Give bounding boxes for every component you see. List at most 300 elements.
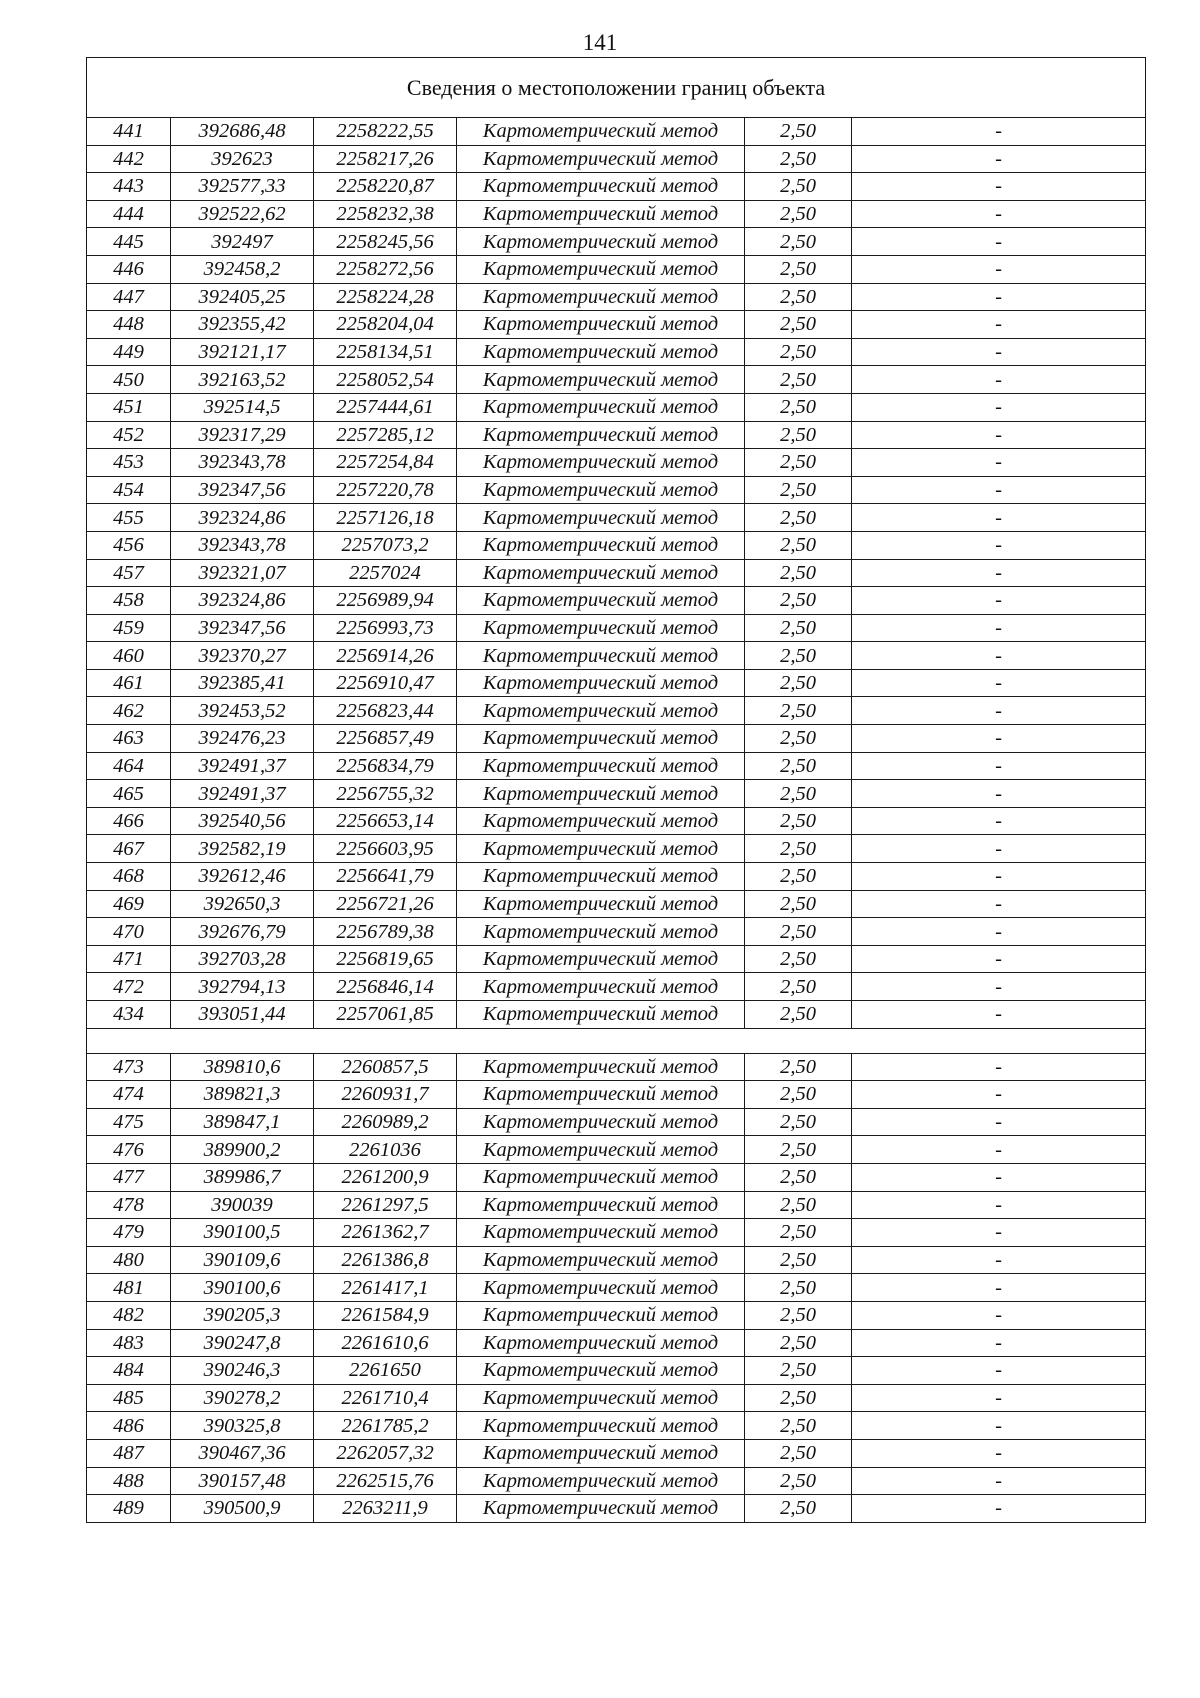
table-row xyxy=(87,1219,1146,1247)
table-row xyxy=(87,1191,1146,1219)
table-row xyxy=(87,173,1146,201)
method-cell: Картометрический метод xyxy=(457,1136,745,1164)
x-coordinate-cell: 392703,28 xyxy=(171,945,314,973)
table-caption-row xyxy=(87,58,1146,118)
y-coordinate-cell: 2261362,7 xyxy=(314,1219,457,1247)
precision-cell: 2,50 xyxy=(745,1001,852,1029)
precision-cell: 2,50 xyxy=(745,200,852,228)
point-number-cell: 444 xyxy=(87,200,171,228)
y-coordinate-cell: 2258217,26 xyxy=(314,145,457,173)
x-coordinate-cell: 392321,07 xyxy=(171,559,314,587)
y-coordinate-cell: 2257024 xyxy=(314,559,457,587)
x-coordinate-cell: 392385,41 xyxy=(171,669,314,697)
x-coordinate-cell: 390467,36 xyxy=(171,1439,314,1467)
method-cell: Картометрический метод xyxy=(457,780,745,808)
point-number-cell: 463 xyxy=(87,725,171,753)
method-cell: Картометрический метод xyxy=(457,118,745,146)
table-row xyxy=(87,1329,1146,1357)
description-cell: - xyxy=(852,338,1146,366)
method-cell: Картометрический метод xyxy=(457,1053,745,1081)
y-coordinate-cell: 2256910,47 xyxy=(314,669,457,697)
precision-cell: 2,50 xyxy=(745,1439,852,1467)
precision-cell: 2,50 xyxy=(745,1246,852,1274)
y-coordinate-cell: 2258232,38 xyxy=(314,200,457,228)
precision-cell: 2,50 xyxy=(745,1136,852,1164)
precision-cell: 2,50 xyxy=(745,642,852,670)
precision-cell: 2,50 xyxy=(745,945,852,973)
y-coordinate-cell: 2261584,9 xyxy=(314,1301,457,1329)
point-number-cell: 462 xyxy=(87,697,171,725)
x-coordinate-cell: 389986,7 xyxy=(171,1163,314,1191)
description-cell: - xyxy=(852,752,1146,780)
precision-cell: 2,50 xyxy=(745,863,852,891)
table-row xyxy=(87,669,1146,697)
description-cell: - xyxy=(852,807,1146,835)
y-coordinate-cell: 2258272,56 xyxy=(314,255,457,283)
description-cell: - xyxy=(852,780,1146,808)
table-row xyxy=(87,1081,1146,1109)
point-number-cell: 448 xyxy=(87,311,171,339)
x-coordinate-cell: 390100,5 xyxy=(171,1219,314,1247)
boundary-coordinates-table xyxy=(86,57,1146,1523)
table-row xyxy=(87,393,1146,421)
table-row xyxy=(87,1246,1146,1274)
point-number-cell: 456 xyxy=(87,531,171,559)
description-cell: - xyxy=(852,1163,1146,1191)
method-cell: Картометрический метод xyxy=(457,752,745,780)
method-cell: Картометрический метод xyxy=(457,669,745,697)
point-number-cell: 451 xyxy=(87,393,171,421)
point-number-cell: 472 xyxy=(87,973,171,1001)
x-coordinate-cell: 392163,52 xyxy=(171,366,314,394)
y-coordinate-cell: 2261785,2 xyxy=(314,1412,457,1440)
precision-cell: 2,50 xyxy=(745,725,852,753)
y-coordinate-cell: 2263211,9 xyxy=(314,1495,457,1523)
method-cell: Картометрический метод xyxy=(457,559,745,587)
method-cell: Картометрический метод xyxy=(457,531,745,559)
x-coordinate-cell: 392121,17 xyxy=(171,338,314,366)
precision-cell: 2,50 xyxy=(745,393,852,421)
method-cell: Картометрический метод xyxy=(457,311,745,339)
description-cell: - xyxy=(852,1357,1146,1385)
point-number-cell: 442 xyxy=(87,145,171,173)
x-coordinate-cell: 390109,6 xyxy=(171,1246,314,1274)
x-coordinate-cell: 392686,48 xyxy=(171,118,314,146)
y-coordinate-cell: 2257285,12 xyxy=(314,421,457,449)
description-cell: - xyxy=(852,311,1146,339)
description-cell: - xyxy=(852,863,1146,891)
y-coordinate-cell: 2256721,26 xyxy=(314,890,457,918)
method-cell: Картометрический метод xyxy=(457,173,745,201)
y-coordinate-cell: 2257254,84 xyxy=(314,449,457,477)
y-coordinate-cell: 2258224,28 xyxy=(314,283,457,311)
method-cell: Картометрический метод xyxy=(457,145,745,173)
description-cell: - xyxy=(852,835,1146,863)
description-cell: - xyxy=(852,1412,1146,1440)
precision-cell: 2,50 xyxy=(745,118,852,146)
method-cell: Картометрический метод xyxy=(457,1191,745,1219)
y-coordinate-cell: 2258204,04 xyxy=(314,311,457,339)
method-cell: Картометрический метод xyxy=(457,1081,745,1109)
method-cell: Картометрический метод xyxy=(457,255,745,283)
description-cell: - xyxy=(852,559,1146,587)
table-row xyxy=(87,752,1146,780)
description-cell: - xyxy=(852,1467,1146,1495)
table-row xyxy=(87,531,1146,559)
description-cell: - xyxy=(852,918,1146,946)
table-row xyxy=(87,587,1146,615)
table-row xyxy=(87,1495,1146,1523)
x-coordinate-cell: 390246,3 xyxy=(171,1357,314,1385)
table-row xyxy=(87,1163,1146,1191)
point-number-cell: 480 xyxy=(87,1246,171,1274)
method-cell: Картометрический метод xyxy=(457,835,745,863)
y-coordinate-cell: 2258134,51 xyxy=(314,338,457,366)
method-cell: Картометрический метод xyxy=(457,1001,745,1029)
point-number-cell: 447 xyxy=(87,283,171,311)
point-number-cell: 482 xyxy=(87,1301,171,1329)
y-coordinate-cell: 2256834,79 xyxy=(314,752,457,780)
point-number-cell: 479 xyxy=(87,1219,171,1247)
x-coordinate-cell: 392491,37 xyxy=(171,780,314,808)
precision-cell: 2,50 xyxy=(745,255,852,283)
method-cell: Картометрический метод xyxy=(457,807,745,835)
y-coordinate-cell: 2257126,18 xyxy=(314,504,457,532)
x-coordinate-cell: 392540,56 xyxy=(171,807,314,835)
x-coordinate-cell: 392476,23 xyxy=(171,725,314,753)
x-coordinate-cell: 392324,86 xyxy=(171,587,314,615)
precision-cell: 2,50 xyxy=(745,1274,852,1302)
method-cell: Картометрический метод xyxy=(457,1495,745,1523)
point-number-cell: 458 xyxy=(87,587,171,615)
precision-cell: 2,50 xyxy=(745,587,852,615)
point-number-cell: 485 xyxy=(87,1384,171,1412)
description-cell: - xyxy=(852,393,1146,421)
method-cell: Картометрический метод xyxy=(457,421,745,449)
description-cell: - xyxy=(852,1108,1146,1136)
precision-cell: 2,50 xyxy=(745,973,852,1001)
method-cell: Картометрический метод xyxy=(457,1384,745,1412)
y-coordinate-cell: 2260857,5 xyxy=(314,1053,457,1081)
description-cell: - xyxy=(852,283,1146,311)
x-coordinate-cell: 390157,48 xyxy=(171,1467,314,1495)
precision-cell: 2,50 xyxy=(745,173,852,201)
precision-cell: 2,50 xyxy=(745,559,852,587)
point-number-cell: 484 xyxy=(87,1357,171,1385)
x-coordinate-cell: 392343,78 xyxy=(171,449,314,477)
precision-cell: 2,50 xyxy=(745,283,852,311)
method-cell: Картометрический метод xyxy=(457,587,745,615)
y-coordinate-cell: 2258220,87 xyxy=(314,173,457,201)
table-row xyxy=(87,255,1146,283)
x-coordinate-cell: 392343,78 xyxy=(171,531,314,559)
x-coordinate-cell: 392491,37 xyxy=(171,752,314,780)
section-separator-row xyxy=(87,1028,1146,1053)
precision-cell: 2,50 xyxy=(745,421,852,449)
description-cell: - xyxy=(852,697,1146,725)
point-number-cell: 478 xyxy=(87,1191,171,1219)
table-row xyxy=(87,228,1146,256)
table-row xyxy=(87,449,1146,477)
method-cell: Картометрический метод xyxy=(457,393,745,421)
method-cell: Картометрический метод xyxy=(457,1412,745,1440)
method-cell: Картометрический метод xyxy=(457,283,745,311)
description-cell: - xyxy=(852,476,1146,504)
table-row xyxy=(87,1001,1146,1029)
point-number-cell: 475 xyxy=(87,1108,171,1136)
y-coordinate-cell: 2262057,32 xyxy=(314,1439,457,1467)
point-number-cell: 469 xyxy=(87,890,171,918)
description-cell: - xyxy=(852,973,1146,1001)
description-cell: - xyxy=(852,366,1146,394)
point-number-cell: 460 xyxy=(87,642,171,670)
precision-cell: 2,50 xyxy=(745,449,852,477)
table-row xyxy=(87,118,1146,146)
method-cell: Картометрический метод xyxy=(457,449,745,477)
x-coordinate-cell: 390325,8 xyxy=(171,1412,314,1440)
method-cell: Картометрический метод xyxy=(457,1467,745,1495)
point-number-cell: 454 xyxy=(87,476,171,504)
precision-cell: 2,50 xyxy=(745,476,852,504)
point-number-cell: 467 xyxy=(87,835,171,863)
y-coordinate-cell: 2257444,61 xyxy=(314,393,457,421)
point-number-cell: 443 xyxy=(87,173,171,201)
x-coordinate-cell: 390039 xyxy=(171,1191,314,1219)
table-row xyxy=(87,145,1146,173)
point-number-cell: 488 xyxy=(87,1467,171,1495)
description-cell: - xyxy=(852,1329,1146,1357)
point-number-cell: 489 xyxy=(87,1495,171,1523)
y-coordinate-cell: 2256914,26 xyxy=(314,642,457,670)
precision-cell: 2,50 xyxy=(745,780,852,808)
description-cell: - xyxy=(852,1274,1146,1302)
table-row xyxy=(87,476,1146,504)
precision-cell: 2,50 xyxy=(745,1412,852,1440)
method-cell: Картометрический метод xyxy=(457,1301,745,1329)
description-cell: - xyxy=(852,449,1146,477)
y-coordinate-cell: 2260931,7 xyxy=(314,1081,457,1109)
y-coordinate-cell: 2261650 xyxy=(314,1357,457,1385)
method-cell: Картометрический метод xyxy=(457,697,745,725)
x-coordinate-cell: 392347,56 xyxy=(171,476,314,504)
y-coordinate-cell: 2257061,85 xyxy=(314,1001,457,1029)
method-cell: Картометрический метод xyxy=(457,1439,745,1467)
precision-cell: 2,50 xyxy=(745,1219,852,1247)
y-coordinate-cell: 2256989,94 xyxy=(314,587,457,615)
x-coordinate-cell: 392676,79 xyxy=(171,918,314,946)
y-coordinate-cell: 2261610,6 xyxy=(314,1329,457,1357)
x-coordinate-cell: 392347,56 xyxy=(171,614,314,642)
y-coordinate-cell: 2261036 xyxy=(314,1136,457,1164)
description-cell: - xyxy=(852,642,1146,670)
table-row xyxy=(87,1108,1146,1136)
method-cell: Картометрический метод xyxy=(457,1357,745,1385)
y-coordinate-cell: 2256993,73 xyxy=(314,614,457,642)
table-row xyxy=(87,1467,1146,1495)
x-coordinate-cell: 389900,2 xyxy=(171,1136,314,1164)
point-number-cell: 487 xyxy=(87,1439,171,1467)
method-cell: Картометрический метод xyxy=(457,918,745,946)
method-cell: Картометрический метод xyxy=(457,642,745,670)
method-cell: Картометрический метод xyxy=(457,200,745,228)
description-cell: - xyxy=(852,1301,1146,1329)
precision-cell: 2,50 xyxy=(745,1191,852,1219)
description-cell: - xyxy=(852,255,1146,283)
x-coordinate-cell: 392650,3 xyxy=(171,890,314,918)
table-row xyxy=(87,697,1146,725)
x-coordinate-cell: 392522,62 xyxy=(171,200,314,228)
table-row xyxy=(87,890,1146,918)
point-number-cell: 459 xyxy=(87,614,171,642)
y-coordinate-cell: 2256819,65 xyxy=(314,945,457,973)
description-cell: - xyxy=(852,1495,1146,1523)
x-coordinate-cell: 392623 xyxy=(171,145,314,173)
point-number-cell: 449 xyxy=(87,338,171,366)
precision-cell: 2,50 xyxy=(745,890,852,918)
table-row xyxy=(87,918,1146,946)
table-row xyxy=(87,807,1146,835)
table-row xyxy=(87,200,1146,228)
precision-cell: 2,50 xyxy=(745,1301,852,1329)
method-cell: Картометрический метод xyxy=(457,863,745,891)
description-cell: - xyxy=(852,200,1146,228)
precision-cell: 2,50 xyxy=(745,145,852,173)
x-coordinate-cell: 392405,25 xyxy=(171,283,314,311)
description-cell: - xyxy=(852,587,1146,615)
description-cell: - xyxy=(852,945,1146,973)
table-row xyxy=(87,1053,1146,1081)
point-number-cell: 470 xyxy=(87,918,171,946)
method-cell: Картометрический метод xyxy=(457,1246,745,1274)
description-cell: - xyxy=(852,1053,1146,1081)
x-coordinate-cell: 392577,33 xyxy=(171,173,314,201)
method-cell: Картометрический метод xyxy=(457,973,745,1001)
x-coordinate-cell: 392497 xyxy=(171,228,314,256)
y-coordinate-cell: 2256823,44 xyxy=(314,697,457,725)
description-cell: - xyxy=(852,669,1146,697)
point-number-cell: 468 xyxy=(87,863,171,891)
method-cell: Картометрический метод xyxy=(457,945,745,973)
y-coordinate-cell: 2256789,38 xyxy=(314,918,457,946)
description-cell: - xyxy=(852,1219,1146,1247)
precision-cell: 2,50 xyxy=(745,835,852,863)
point-number-cell: 465 xyxy=(87,780,171,808)
table-row xyxy=(87,614,1146,642)
table-row xyxy=(87,311,1146,339)
x-coordinate-cell: 389810,6 xyxy=(171,1053,314,1081)
precision-cell: 2,50 xyxy=(745,1108,852,1136)
point-number-cell: 452 xyxy=(87,421,171,449)
y-coordinate-cell: 2257073,2 xyxy=(314,531,457,559)
description-cell: - xyxy=(852,1246,1146,1274)
precision-cell: 2,50 xyxy=(745,366,852,394)
y-coordinate-cell: 2256755,32 xyxy=(314,780,457,808)
precision-cell: 2,50 xyxy=(745,1384,852,1412)
x-coordinate-cell: 392317,29 xyxy=(171,421,314,449)
precision-cell: 2,50 xyxy=(745,918,852,946)
point-number-cell: 446 xyxy=(87,255,171,283)
precision-cell: 2,50 xyxy=(745,1495,852,1523)
x-coordinate-cell: 390500,9 xyxy=(171,1495,314,1523)
precision-cell: 2,50 xyxy=(745,752,852,780)
method-cell: Картометрический метод xyxy=(457,1219,745,1247)
table-row xyxy=(87,559,1146,587)
x-coordinate-cell: 392794,13 xyxy=(171,973,314,1001)
description-cell: - xyxy=(852,890,1146,918)
table-row xyxy=(87,338,1146,366)
table-row xyxy=(87,504,1146,532)
method-cell: Картометрический метод xyxy=(457,725,745,753)
y-coordinate-cell: 2261417,1 xyxy=(314,1274,457,1302)
x-coordinate-cell: 390100,6 xyxy=(171,1274,314,1302)
table-row xyxy=(87,366,1146,394)
x-coordinate-cell: 392582,19 xyxy=(171,835,314,863)
description-cell: - xyxy=(852,531,1146,559)
method-cell: Картометрический метод xyxy=(457,504,745,532)
x-coordinate-cell: 392514,5 xyxy=(171,393,314,421)
precision-cell: 2,50 xyxy=(745,531,852,559)
precision-cell: 2,50 xyxy=(745,504,852,532)
point-number-cell: 445 xyxy=(87,228,171,256)
method-cell: Картометрический метод xyxy=(457,890,745,918)
y-coordinate-cell: 2258222,55 xyxy=(314,118,457,146)
section-separator-cell xyxy=(87,1028,1146,1053)
y-coordinate-cell: 2258245,56 xyxy=(314,228,457,256)
table-caption: Сведения о местоположении границ объекта xyxy=(87,58,1146,118)
x-coordinate-cell: 392612,46 xyxy=(171,863,314,891)
table-row xyxy=(87,973,1146,1001)
description-cell: - xyxy=(852,504,1146,532)
y-coordinate-cell: 2258052,54 xyxy=(314,366,457,394)
x-coordinate-cell: 392453,52 xyxy=(171,697,314,725)
y-coordinate-cell: 2261710,4 xyxy=(314,1384,457,1412)
description-cell: - xyxy=(852,145,1146,173)
method-cell: Картометрический метод xyxy=(457,1108,745,1136)
description-cell: - xyxy=(852,228,1146,256)
method-cell: Картометрический метод xyxy=(457,1274,745,1302)
table-row xyxy=(87,725,1146,753)
table-row xyxy=(87,1357,1146,1385)
table-row xyxy=(87,1274,1146,1302)
point-number-cell: 457 xyxy=(87,559,171,587)
description-cell: - xyxy=(852,1384,1146,1412)
point-number-cell: 471 xyxy=(87,945,171,973)
x-coordinate-cell: 390278,2 xyxy=(171,1384,314,1412)
point-number-cell: 486 xyxy=(87,1412,171,1440)
table-row xyxy=(87,945,1146,973)
x-coordinate-cell: 392458,2 xyxy=(171,255,314,283)
point-number-cell: 450 xyxy=(87,366,171,394)
table-row xyxy=(87,1412,1146,1440)
table-row xyxy=(87,1301,1146,1329)
x-coordinate-cell: 392355,42 xyxy=(171,311,314,339)
description-cell: - xyxy=(852,421,1146,449)
precision-cell: 2,50 xyxy=(745,1329,852,1357)
description-cell: - xyxy=(852,614,1146,642)
table-row xyxy=(87,1136,1146,1164)
point-number-cell: 455 xyxy=(87,504,171,532)
table-row xyxy=(87,1439,1146,1467)
x-coordinate-cell: 390205,3 xyxy=(171,1301,314,1329)
y-coordinate-cell: 2261297,5 xyxy=(314,1191,457,1219)
y-coordinate-cell: 2256846,14 xyxy=(314,973,457,1001)
y-coordinate-cell: 2262515,76 xyxy=(314,1467,457,1495)
method-cell: Картометрический метод xyxy=(457,338,745,366)
description-cell: - xyxy=(852,1191,1146,1219)
method-cell: Картометрический метод xyxy=(457,476,745,504)
description-cell: - xyxy=(852,118,1146,146)
description-cell: - xyxy=(852,1001,1146,1029)
